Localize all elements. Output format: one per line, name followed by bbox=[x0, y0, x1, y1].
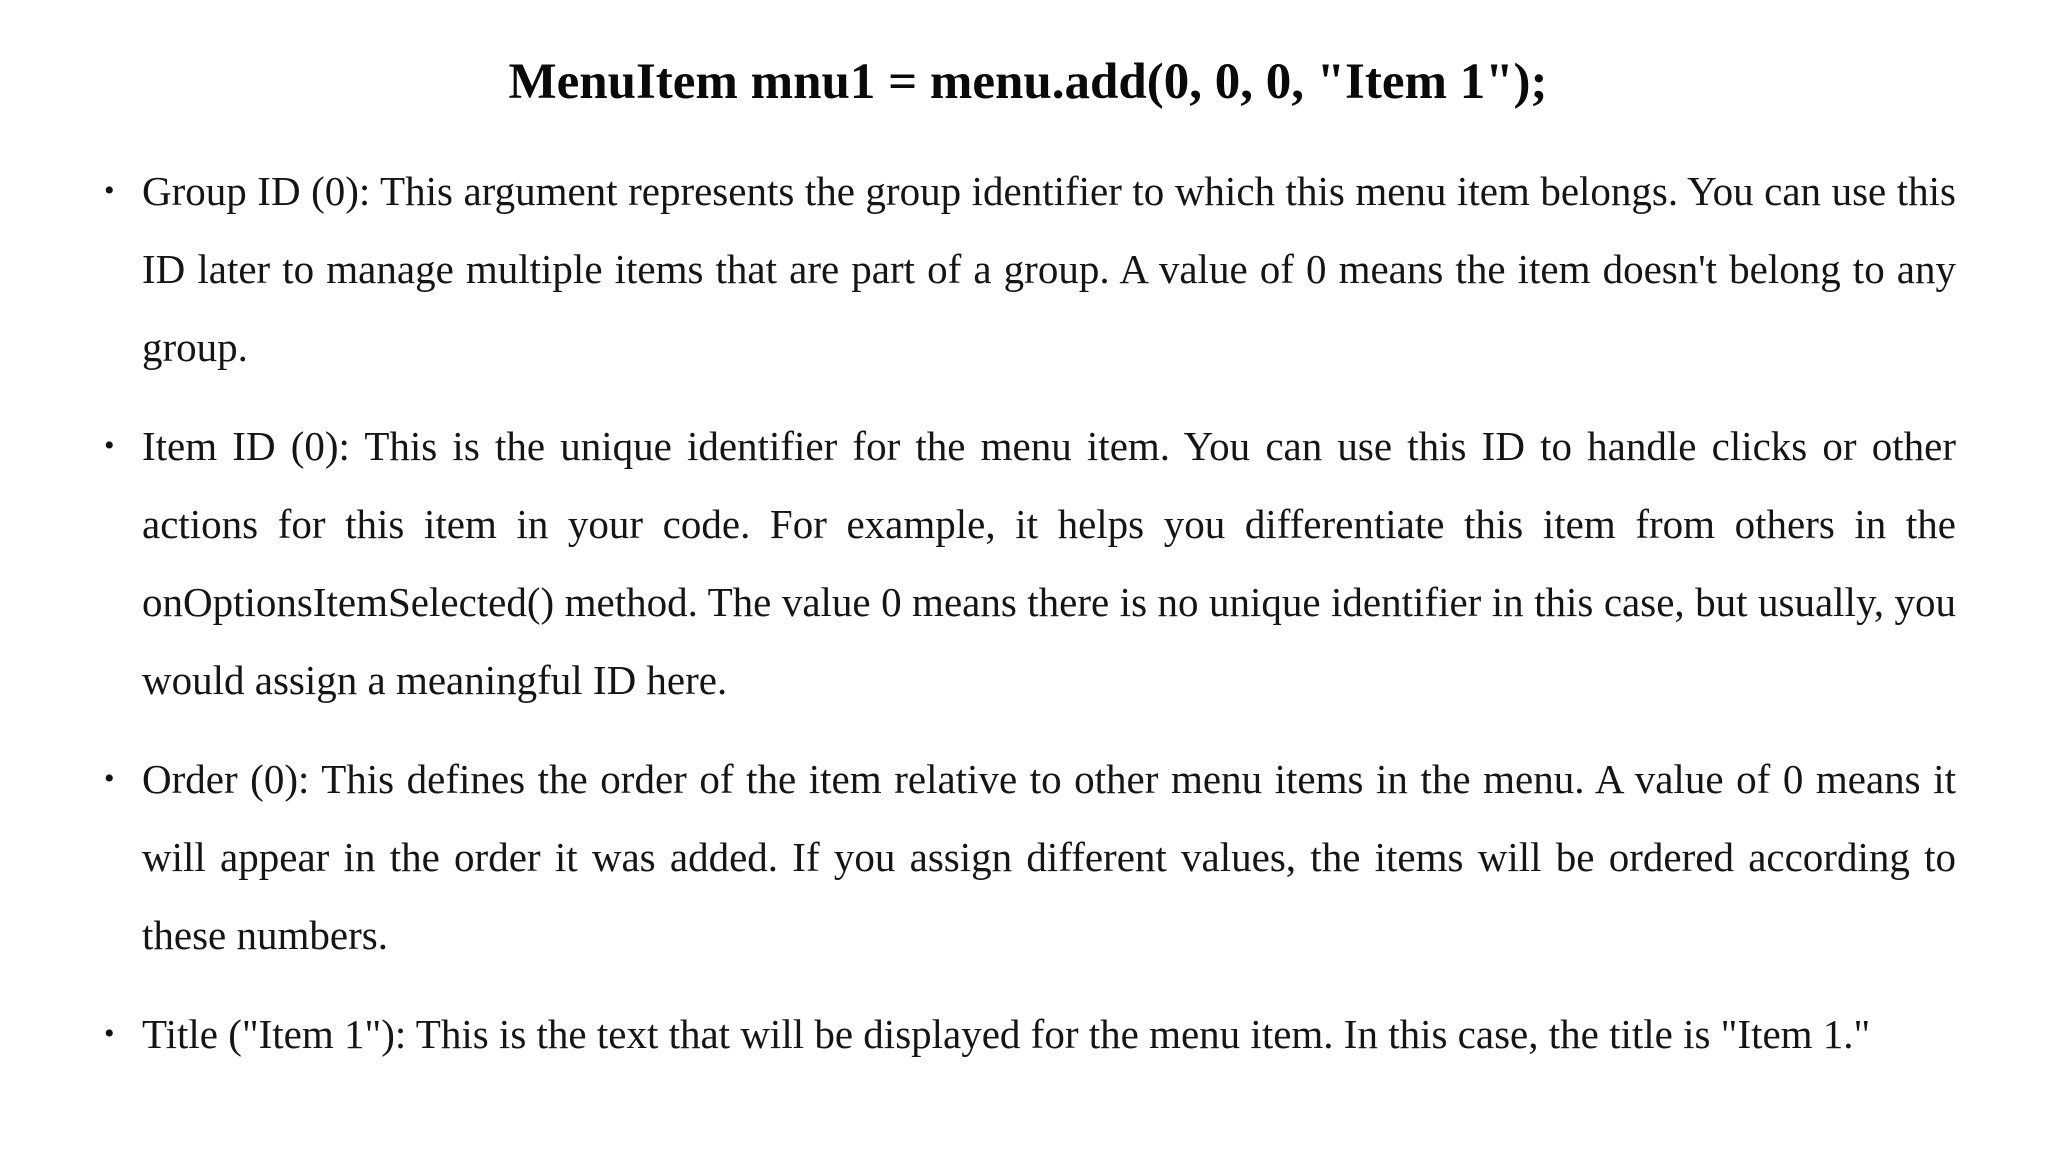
bullet-text: Item ID (0): This is the unique identifier for the menu item. You can use this ID to handle clicks or other actions for this item in your code. For example, it helps you differentiate this item from others in the onOptionsItemSelected() method. The value 0 means there is no unique identifier in this case, but usually, you would assign a meaningful ID here. bbox=[142, 423, 1956, 703]
bullet-item-title bbox=[100, 995, 1956, 1073]
bullet-dot-icon: • bbox=[104, 762, 115, 795]
bullet-dot-icon: • bbox=[104, 429, 115, 462]
bullet-text: Group ID (0): This argument represents the group identifier to which this menu item belongs. You can use this ID later to manage multiple items that are part of a group. A value of 0 means the item doesn't belong to any group. bbox=[142, 168, 1956, 370]
bullet-item-item-id bbox=[100, 407, 1956, 719]
bullet-dot-icon: • bbox=[104, 1017, 115, 1050]
bullet-list bbox=[100, 152, 1956, 1073]
slide-title: MenuItem mnu1 = menu.add(0, 0, 0, "Item 1"); bbox=[508, 54, 1548, 110]
bullet-dot-icon: • bbox=[104, 174, 115, 207]
bullet-text: Title ("Item 1"): This is the text that will be displayed for the menu item. In this case, the title is "Item 1." bbox=[142, 1011, 1871, 1057]
bullet-item-order bbox=[100, 740, 1956, 974]
bullet-item-group-id bbox=[100, 152, 1956, 386]
bullet-text: Order (0): This defines the order of the item relative to other menu items in the menu. A value of 0 means it will appear in the order it was added. If you assign different values, the items will be ordered according to these numbers. bbox=[142, 756, 1956, 958]
